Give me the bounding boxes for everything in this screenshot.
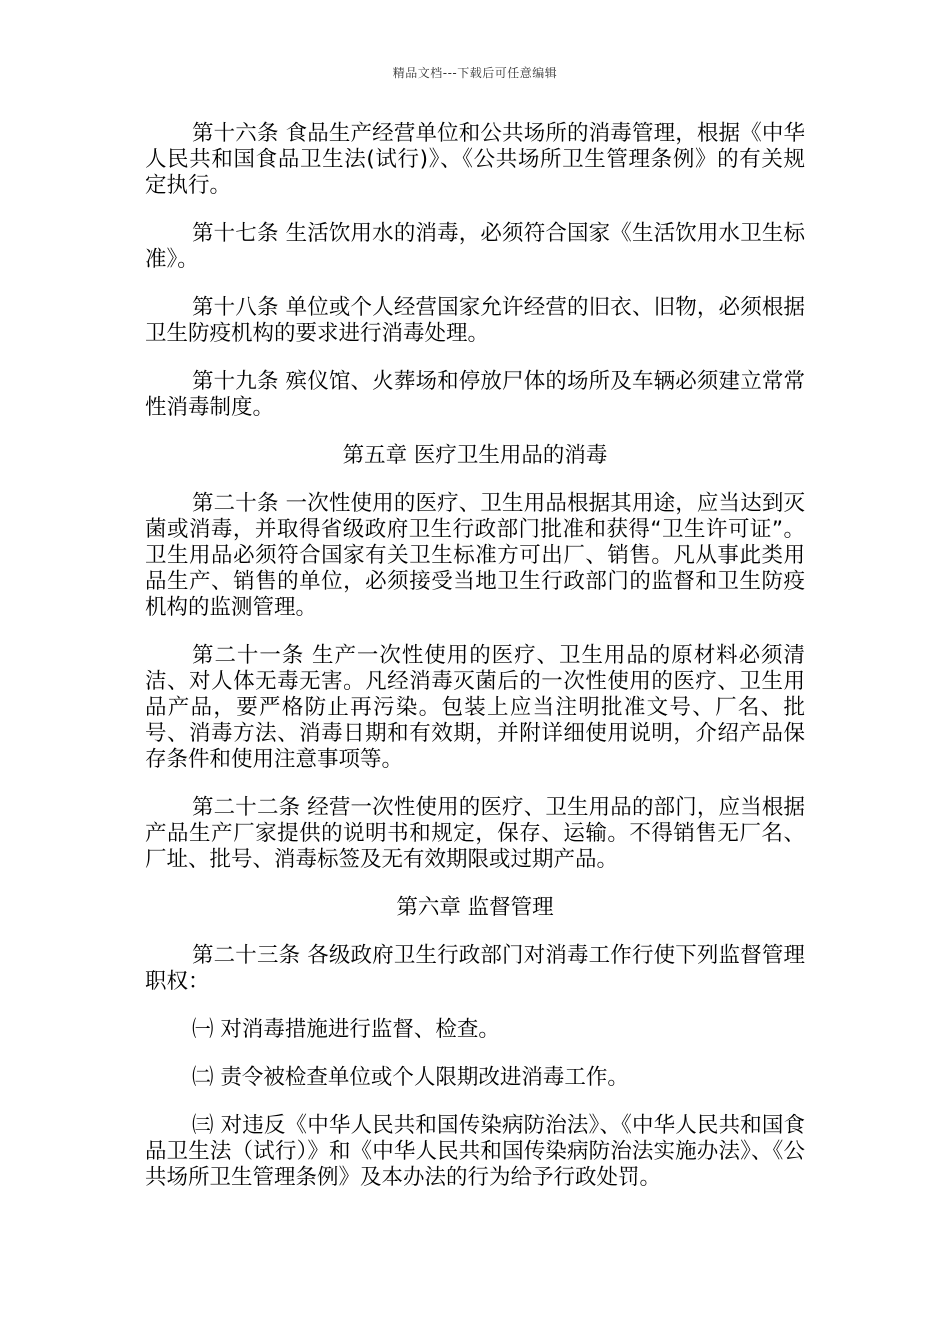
article-23: 第二十三条 各级政府卫生行政部门对消毒工作行使下列监督管理职权： xyxy=(145,943,805,994)
article-23-item-2: ㈡ 责令被检查单位或个人限期改进消毒工作。 xyxy=(192,1065,629,1090)
page-header: 精品文档---下载后可任意编辑 xyxy=(392,66,558,80)
document-body xyxy=(145,121,805,1213)
chapter-6-heading: 第六章 监督管理 xyxy=(396,895,554,920)
article-20: 第二十条 一次性使用的医疗、卫生用品根据其用途，应当达到灭菌或消毒，并取得省级政府卫生行政部门批准和获得“卫生许可证”。卫生用品必须符合国家有关卫生标准方可出厂、销售。凡从事此类用品生产、销售的单位，必须接受当地卫生行政部门的监督和卫生防疫机构的监测管理。 xyxy=(145,491,805,620)
article-23-item-3: ㈢ 对违反《中华人民共和国传染病防治法》、《中华人民共和国食品卫生法（试行）》和《中华人民共和国传染病防治法实施办法》、《公共场所卫生管理条例》及本办法的行为给予行政处罚。 xyxy=(145,1113,805,1190)
article-16: 第十六条 食品生产经营单位和公共场所的消毒管理，根据《中华人民共和国食品卫生法(试行)》、《公共场所卫生管理条例》的有关规定执行。 xyxy=(145,121,805,198)
article-23-item-1: ㈠ 对消毒措施进行监督、检查。 xyxy=(192,1017,500,1042)
article-21: 第二十一条 生产一次性使用的医疗、卫生用品的原材料必须清洁、对人体无毒无害。凡经消毒灭菌后的一次性使用的医疗、卫生用品产品，要严格防止再污染。包装上应当注明批准文号、厂名、批号、消毒方法、消毒日期和有效期，并附详细使用说明，介绍产品保存条件和使用注意事项等。 xyxy=(145,643,805,772)
article-18: 第十八条 单位或个人经营国家允许经营的旧衣、旧物，必须根据卫生防疫机构的要求进行消毒处理。 xyxy=(145,295,805,346)
article-19: 第十九条 殡仪馆、火葬场和停放尸体的场所及车辆必须建立常常性消毒制度。 xyxy=(145,369,805,420)
article-17: 第十七条 生活饮用水的消毒，必须符合国家《生活饮用水卫生标准》。 xyxy=(145,221,805,272)
article-22: 第二十二条 经营一次性使用的医疗、卫生用品的部门，应当根据产品生产厂家提供的说明书和规定，保存、运输。不得销售无厂名、厂址、批号、消毒标签及无有效期限或过期产品。 xyxy=(145,795,805,872)
chapter-5-heading: 第五章 医疗卫生用品的消毒 xyxy=(342,443,608,468)
